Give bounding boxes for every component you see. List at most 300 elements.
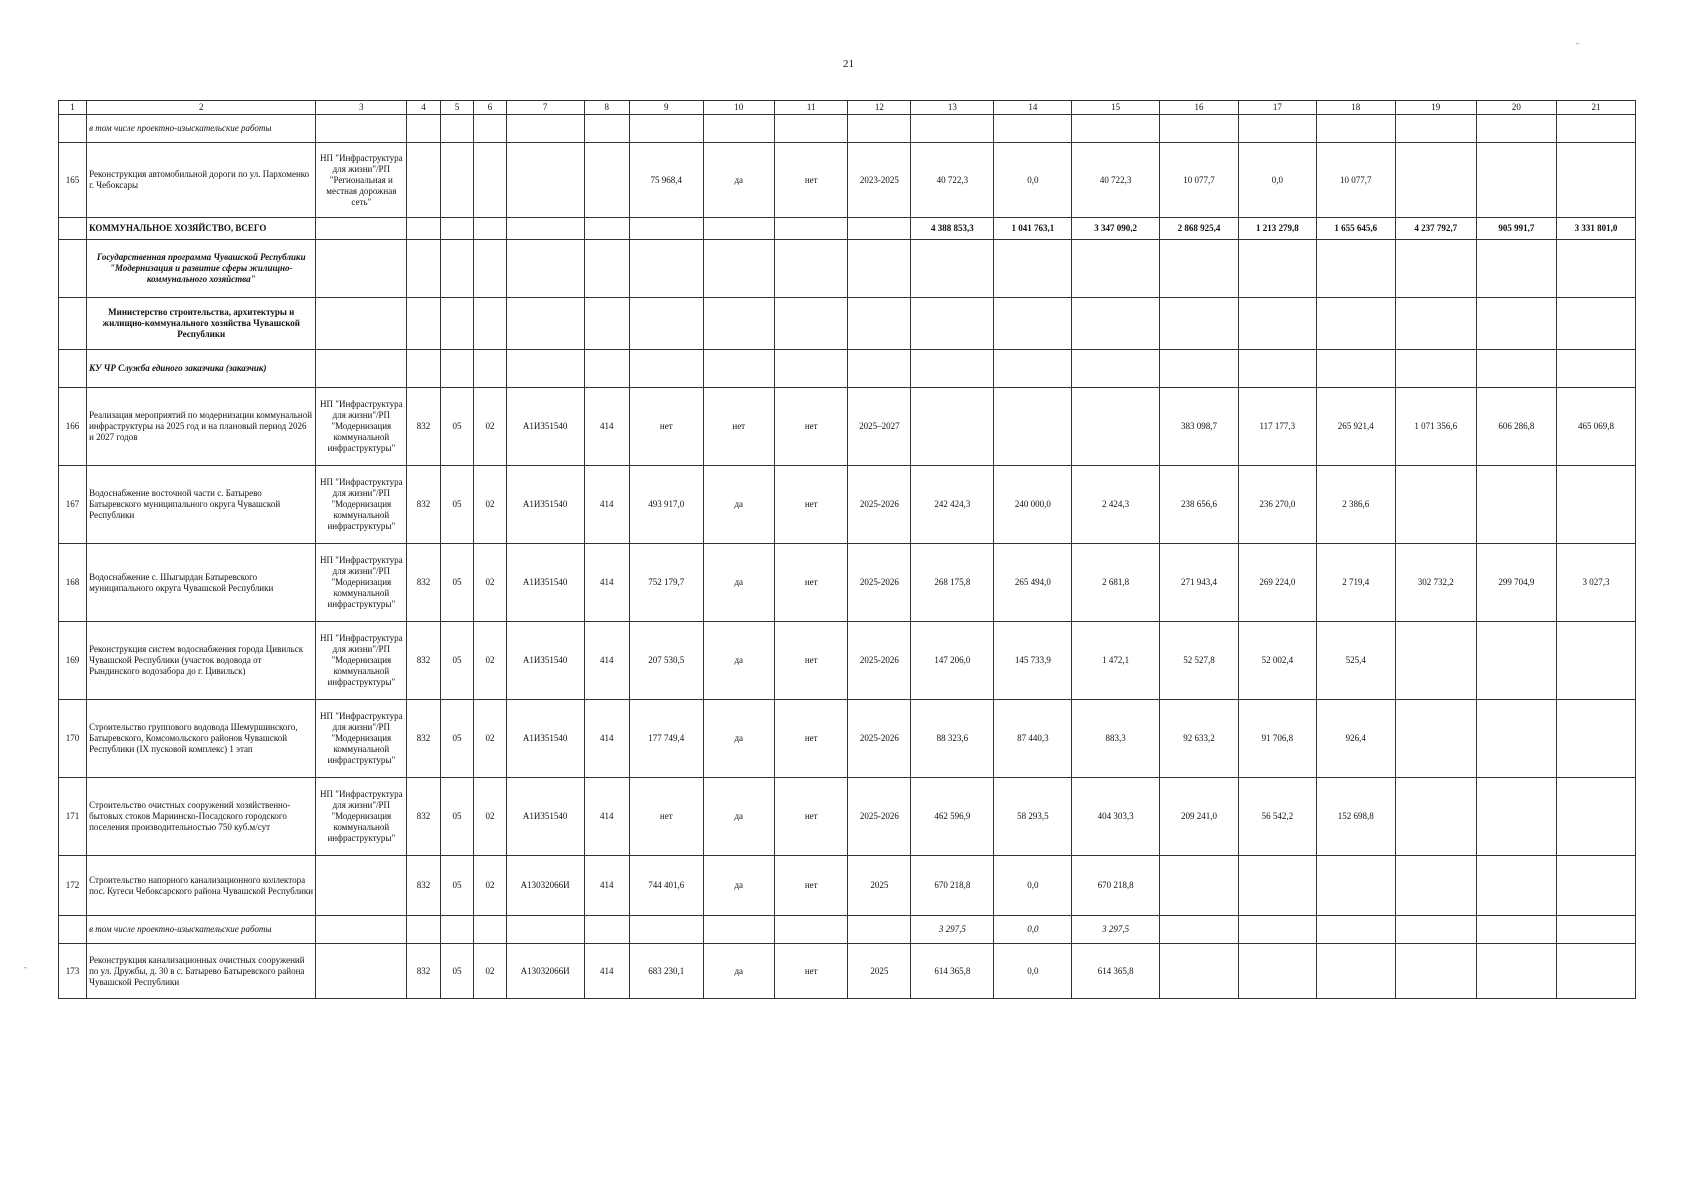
value-cell [1476, 298, 1556, 350]
table-row [59, 143, 1636, 218]
row-number: 170 [59, 700, 87, 778]
value-cell [703, 350, 774, 388]
value-cell [474, 298, 506, 350]
value-cell [994, 388, 1072, 466]
value-cell [911, 298, 994, 350]
value-cell: 2025-2026 [848, 778, 911, 856]
column-header: 18 [1316, 101, 1395, 115]
row-number: 167 [59, 466, 87, 544]
value-cell [774, 115, 848, 143]
value-cell: 269 224,0 [1238, 544, 1316, 622]
column-header: 13 [911, 101, 994, 115]
customer-label: КУ ЧР Служба единого заказчика (заказчик) [87, 350, 316, 388]
value-cell [1476, 856, 1556, 916]
value-cell [1159, 856, 1238, 916]
table-row [59, 466, 1636, 544]
value-cell: 177 749,4 [630, 700, 704, 778]
row-number: 169 [59, 622, 87, 700]
subitem-label: в том числе проектно-изыскательские работы [87, 115, 316, 143]
value-cell: 614 365,8 [911, 944, 994, 999]
value-cell: 414 [584, 388, 629, 466]
value-cell: А1ИЗ51540 [506, 778, 584, 856]
value-cell: 414 [584, 700, 629, 778]
value-cell: 614 365,8 [1072, 944, 1160, 999]
value-cell: 0,0 [994, 944, 1072, 999]
value-cell [1072, 298, 1160, 350]
table-row [59, 388, 1636, 466]
value-cell [584, 916, 629, 944]
value-cell: 905 991,7 [1476, 218, 1556, 240]
row-number [59, 916, 87, 944]
value-cell [1316, 916, 1395, 944]
value-cell: А1ИЗ51540 [506, 622, 584, 700]
value-cell: 52 527,8 [1159, 622, 1238, 700]
value-cell [506, 218, 584, 240]
column-header: 21 [1556, 101, 1635, 115]
value-cell: 1 472,1 [1072, 622, 1160, 700]
value-cell: 1 213 279,8 [1238, 218, 1316, 240]
value-cell [1556, 916, 1635, 944]
value-cell: 236 270,0 [1238, 466, 1316, 544]
value-cell: 05 [440, 466, 474, 544]
national-project: НП "Инфраструктура для жизни"/РП "Модернизация коммунальной инфраструктуры" [316, 466, 407, 544]
object-name: Водоснабжение восточной части с. Батырево Батыревского муниципального округа Чувашской Республики [87, 466, 316, 544]
national-project: НП "Инфраструктура для жизни"/РП "Модернизация коммунальной инфраструктуры" [316, 778, 407, 856]
value-cell: 238 656,6 [1159, 466, 1238, 544]
row-number [59, 240, 87, 298]
value-cell [506, 916, 584, 944]
value-cell [1476, 115, 1556, 143]
value-cell: 02 [474, 466, 506, 544]
value-cell [1159, 350, 1238, 388]
column-header: 16 [1159, 101, 1238, 115]
value-cell [1395, 143, 1476, 218]
value-cell: 0,0 [994, 916, 1072, 944]
object-name: Реконструкция систем водоснабжения города Цивильск Чувашской Республики (участок водовода от Рындинского водозабора до г. Цивильск) [87, 622, 316, 700]
value-cell [1072, 240, 1160, 298]
value-cell: 926,4 [1316, 700, 1395, 778]
column-header: 11 [774, 101, 848, 115]
value-cell: 414 [584, 856, 629, 916]
value-cell: нет [774, 466, 848, 544]
national-project [316, 856, 407, 916]
table-row [59, 622, 1636, 700]
value-cell: нет [774, 700, 848, 778]
national-project: НП "Инфраструктура для жизни"/РП "Модернизация коммунальной инфраструктуры" [316, 622, 407, 700]
value-cell: да [703, 856, 774, 916]
row-number: 166 [59, 388, 87, 466]
value-cell: 2025 [848, 944, 911, 999]
column-header: 10 [703, 101, 774, 115]
national-project [316, 916, 407, 944]
value-cell: 240 000,0 [994, 466, 1072, 544]
value-cell: 606 286,8 [1476, 388, 1556, 466]
object-name: Водоснабжение с. Шыгырдан Батыревского муниципального округа Чувашской Республики [87, 544, 316, 622]
row-number [59, 115, 87, 143]
value-cell: 414 [584, 944, 629, 999]
value-cell: нет [774, 143, 848, 218]
value-cell [1395, 622, 1476, 700]
value-cell: А1ИЗ51540 [506, 700, 584, 778]
object-name: Реконструкция автомобильной дороги по ул. Пархоменко г. Чебоксары [87, 143, 316, 218]
value-cell: нет [774, 944, 848, 999]
table-row [59, 115, 1636, 143]
value-cell: 05 [440, 778, 474, 856]
value-cell: 92 633,2 [1159, 700, 1238, 778]
national-project [316, 944, 407, 999]
value-cell [1476, 778, 1556, 856]
value-cell [1395, 856, 1476, 916]
value-cell [1556, 944, 1635, 999]
value-cell: 05 [440, 622, 474, 700]
value-cell: 832 [407, 944, 441, 999]
value-cell [1395, 916, 1476, 944]
value-cell: 56 542,2 [1238, 778, 1316, 856]
value-cell [703, 218, 774, 240]
national-project [316, 115, 407, 143]
column-header: 8 [584, 101, 629, 115]
value-cell [630, 916, 704, 944]
column-header: 6 [474, 101, 506, 115]
value-cell [911, 115, 994, 143]
value-cell [1395, 944, 1476, 999]
value-cell [407, 350, 441, 388]
value-cell [848, 218, 911, 240]
value-cell [1556, 466, 1635, 544]
value-cell [1072, 115, 1160, 143]
national-project: НП "Инфраструктура для жизни"/РП "Модернизация коммунальной инфраструктуры" [316, 544, 407, 622]
value-cell: 02 [474, 388, 506, 466]
table-row [59, 298, 1636, 350]
value-cell: 209 241,0 [1159, 778, 1238, 856]
value-cell [474, 916, 506, 944]
value-cell [1395, 115, 1476, 143]
value-cell [1556, 143, 1635, 218]
value-cell: 832 [407, 388, 441, 466]
value-cell: 462 596,9 [911, 778, 994, 856]
row-number [59, 218, 87, 240]
value-cell: 75 968,4 [630, 143, 704, 218]
value-cell [1395, 350, 1476, 388]
value-cell [994, 298, 1072, 350]
value-cell [1395, 700, 1476, 778]
value-cell: 268 175,8 [911, 544, 994, 622]
page-number: 21 [843, 58, 854, 70]
value-cell [407, 916, 441, 944]
value-cell: да [703, 700, 774, 778]
value-cell: 3 297,5 [911, 916, 994, 944]
value-cell [630, 115, 704, 143]
value-cell: 832 [407, 466, 441, 544]
value-cell [848, 350, 911, 388]
value-cell: нет [774, 622, 848, 700]
value-cell: 4 237 792,7 [1395, 218, 1476, 240]
row-number: 171 [59, 778, 87, 856]
value-cell [474, 115, 506, 143]
value-cell [407, 115, 441, 143]
object-name: Строительство очистных сооружений хозяйственно-бытовых стоков Мариинско-Посадского городского поселения производительностью 750 куб.м/сут [87, 778, 316, 856]
value-cell [1395, 240, 1476, 298]
value-cell: 4 388 853,3 [911, 218, 994, 240]
value-cell [1476, 240, 1556, 298]
value-cell: 670 218,8 [1072, 856, 1160, 916]
value-cell [774, 350, 848, 388]
value-cell: 05 [440, 388, 474, 466]
value-cell: 414 [584, 466, 629, 544]
value-cell: 404 303,3 [1072, 778, 1160, 856]
value-cell: 883,3 [1072, 700, 1160, 778]
value-cell: да [703, 944, 774, 999]
value-cell [584, 298, 629, 350]
value-cell [1238, 856, 1316, 916]
value-cell [774, 298, 848, 350]
column-header: 15 [1072, 101, 1160, 115]
value-cell [1476, 944, 1556, 999]
value-cell: 832 [407, 700, 441, 778]
value-cell [911, 240, 994, 298]
value-cell: нет [703, 388, 774, 466]
value-cell: 3 027,3 [1556, 544, 1635, 622]
row-number [59, 350, 87, 388]
value-cell: 3 347 090,2 [1072, 218, 1160, 240]
value-cell: нет [774, 388, 848, 466]
value-cell: А13032066И [506, 944, 584, 999]
table-row [59, 544, 1636, 622]
value-cell: 683 230,1 [630, 944, 704, 999]
value-cell: 2 386,6 [1316, 466, 1395, 544]
value-cell [316, 240, 407, 298]
value-cell [911, 388, 994, 466]
value-cell [848, 240, 911, 298]
table-row [59, 350, 1636, 388]
value-cell [703, 298, 774, 350]
row-number: 173 [59, 944, 87, 999]
value-cell: 145 733,9 [994, 622, 1072, 700]
value-cell [1238, 944, 1316, 999]
value-cell: 414 [584, 544, 629, 622]
column-header: 14 [994, 101, 1072, 115]
table-row [59, 944, 1636, 999]
value-cell [407, 240, 441, 298]
table-row [59, 700, 1636, 778]
value-cell: 152 698,8 [1316, 778, 1395, 856]
value-cell [474, 240, 506, 298]
value-cell [584, 115, 629, 143]
value-cell: 2025-2026 [848, 466, 911, 544]
column-header: 1 [59, 101, 87, 115]
value-cell [506, 143, 584, 218]
section-total-label: КОММУНАЛЬНОЕ ХОЗЯЙСТВО, ВСЕГО [87, 218, 316, 240]
value-cell [1159, 298, 1238, 350]
column-header: 9 [630, 101, 704, 115]
value-cell [1238, 916, 1316, 944]
value-cell [474, 143, 506, 218]
value-cell [1556, 350, 1635, 388]
value-cell [911, 350, 994, 388]
program-label: Государственная программа Чувашской Республики "Модернизация и развитие сферы жилищно-коммунального хозяйства" [87, 240, 316, 298]
value-cell: нет [774, 856, 848, 916]
row-number: 172 [59, 856, 87, 916]
value-cell: 0,0 [994, 856, 1072, 916]
value-cell: 465 069,8 [1556, 388, 1635, 466]
value-cell: 0,0 [1238, 143, 1316, 218]
value-cell: 05 [440, 944, 474, 999]
value-cell [1476, 916, 1556, 944]
value-cell [994, 240, 1072, 298]
value-cell: 05 [440, 544, 474, 622]
object-name: Строительство напорного канализационного коллектора пос. Кугеси Чебоксарского района Чувашской Республики [87, 856, 316, 916]
value-cell [1556, 298, 1635, 350]
table-row [59, 856, 1636, 916]
value-cell: 299 704,9 [1476, 544, 1556, 622]
value-cell [1476, 700, 1556, 778]
value-cell: 383 098,7 [1159, 388, 1238, 466]
column-header: 19 [1395, 101, 1476, 115]
column-header: 4 [407, 101, 441, 115]
value-cell: нет [774, 544, 848, 622]
value-cell [630, 298, 704, 350]
value-cell: 302 732,2 [1395, 544, 1476, 622]
value-cell: 832 [407, 778, 441, 856]
value-cell [1556, 700, 1635, 778]
value-cell: 40 722,3 [1072, 143, 1160, 218]
value-cell [1316, 298, 1395, 350]
value-cell [630, 218, 704, 240]
column-header: 20 [1476, 101, 1556, 115]
value-cell [848, 298, 911, 350]
value-cell [1316, 856, 1395, 916]
column-header: 17 [1238, 101, 1316, 115]
value-cell: 493 917,0 [630, 466, 704, 544]
value-cell [407, 218, 441, 240]
value-cell [1159, 115, 1238, 143]
value-cell: да [703, 622, 774, 700]
value-cell: 02 [474, 856, 506, 916]
value-cell: 2023-2025 [848, 143, 911, 218]
table-row [59, 916, 1636, 944]
value-cell [630, 350, 704, 388]
value-cell: 10 077,7 [1316, 143, 1395, 218]
column-header: 5 [440, 101, 474, 115]
value-cell [848, 115, 911, 143]
value-cell: 02 [474, 778, 506, 856]
value-cell: 05 [440, 700, 474, 778]
value-cell: 414 [584, 778, 629, 856]
investment-program-table [58, 100, 1636, 999]
value-cell: 414 [584, 622, 629, 700]
row-number: 165 [59, 143, 87, 218]
value-cell: да [703, 143, 774, 218]
value-cell: 2 868 925,4 [1159, 218, 1238, 240]
value-cell: 744 401,6 [630, 856, 704, 916]
ministry-label: Министерство строительства, архитектуры и жилищно-коммунального хозяйства Чувашской Республики [87, 298, 316, 350]
value-cell [440, 350, 474, 388]
value-cell: 3 297,5 [1072, 916, 1160, 944]
value-cell [994, 115, 1072, 143]
value-cell [440, 240, 474, 298]
value-cell [440, 143, 474, 218]
value-cell: нет [774, 778, 848, 856]
value-cell [630, 240, 704, 298]
value-cell [440, 115, 474, 143]
value-cell [1556, 240, 1635, 298]
value-cell: 2025-2026 [848, 544, 911, 622]
value-cell: 2 681,8 [1072, 544, 1160, 622]
scan-mark: - [24, 962, 27, 972]
value-cell: 670 218,8 [911, 856, 994, 916]
object-name: Реконструкция канализационных очистных сооружений по ул. Дружбы, д. 30 в с. Батырево Батыревского района Чувашской Республики [87, 944, 316, 999]
value-cell: 1 655 645,6 [1316, 218, 1395, 240]
value-cell: 832 [407, 622, 441, 700]
value-cell [407, 143, 441, 218]
value-cell [316, 350, 407, 388]
value-cell: 88 323,6 [911, 700, 994, 778]
value-cell: 207 530,5 [630, 622, 704, 700]
national-project: НП "Инфраструктура для жизни"/РП "Региональная и местная дорожная сеть" [316, 143, 407, 218]
value-cell: 2025–2027 [848, 388, 911, 466]
value-cell: 117 177,3 [1238, 388, 1316, 466]
value-cell [1556, 778, 1635, 856]
value-cell: 02 [474, 544, 506, 622]
value-cell: 2025 [848, 856, 911, 916]
value-cell [474, 218, 506, 240]
value-cell [1316, 350, 1395, 388]
value-cell: да [703, 544, 774, 622]
value-cell: 1 071 356,6 [1395, 388, 1476, 466]
value-cell: 02 [474, 700, 506, 778]
value-cell [1316, 240, 1395, 298]
value-cell [474, 350, 506, 388]
value-cell [440, 916, 474, 944]
scan-mark: - [1576, 38, 1579, 48]
national-project [316, 218, 407, 240]
value-cell: 3 331 801,0 [1556, 218, 1635, 240]
value-cell [1395, 298, 1476, 350]
value-cell [1556, 115, 1635, 143]
value-cell [316, 298, 407, 350]
value-cell: 2 719,4 [1316, 544, 1395, 622]
value-cell [774, 916, 848, 944]
value-cell [1238, 298, 1316, 350]
value-cell: 147 206,0 [911, 622, 994, 700]
value-cell [1159, 240, 1238, 298]
value-cell [1238, 350, 1316, 388]
column-header: 2 [87, 101, 316, 115]
value-cell: 832 [407, 856, 441, 916]
value-cell [848, 916, 911, 944]
value-cell: А13032066И [506, 856, 584, 916]
table-row [59, 240, 1636, 298]
value-cell [506, 298, 584, 350]
value-cell [994, 350, 1072, 388]
value-cell [440, 218, 474, 240]
value-cell: 0,0 [994, 143, 1072, 218]
value-cell: 832 [407, 544, 441, 622]
header-row [59, 101, 1636, 115]
column-header: 7 [506, 101, 584, 115]
table-row [59, 778, 1636, 856]
value-cell: 1 041 763,1 [994, 218, 1072, 240]
value-cell [506, 350, 584, 388]
value-cell: А1ИЗ51540 [506, 466, 584, 544]
value-cell [1316, 115, 1395, 143]
value-cell: 10 077,7 [1159, 143, 1238, 218]
value-cell: 242 424,3 [911, 466, 994, 544]
column-header: 12 [848, 101, 911, 115]
value-cell [703, 916, 774, 944]
value-cell [440, 298, 474, 350]
value-cell: 91 706,8 [1238, 700, 1316, 778]
